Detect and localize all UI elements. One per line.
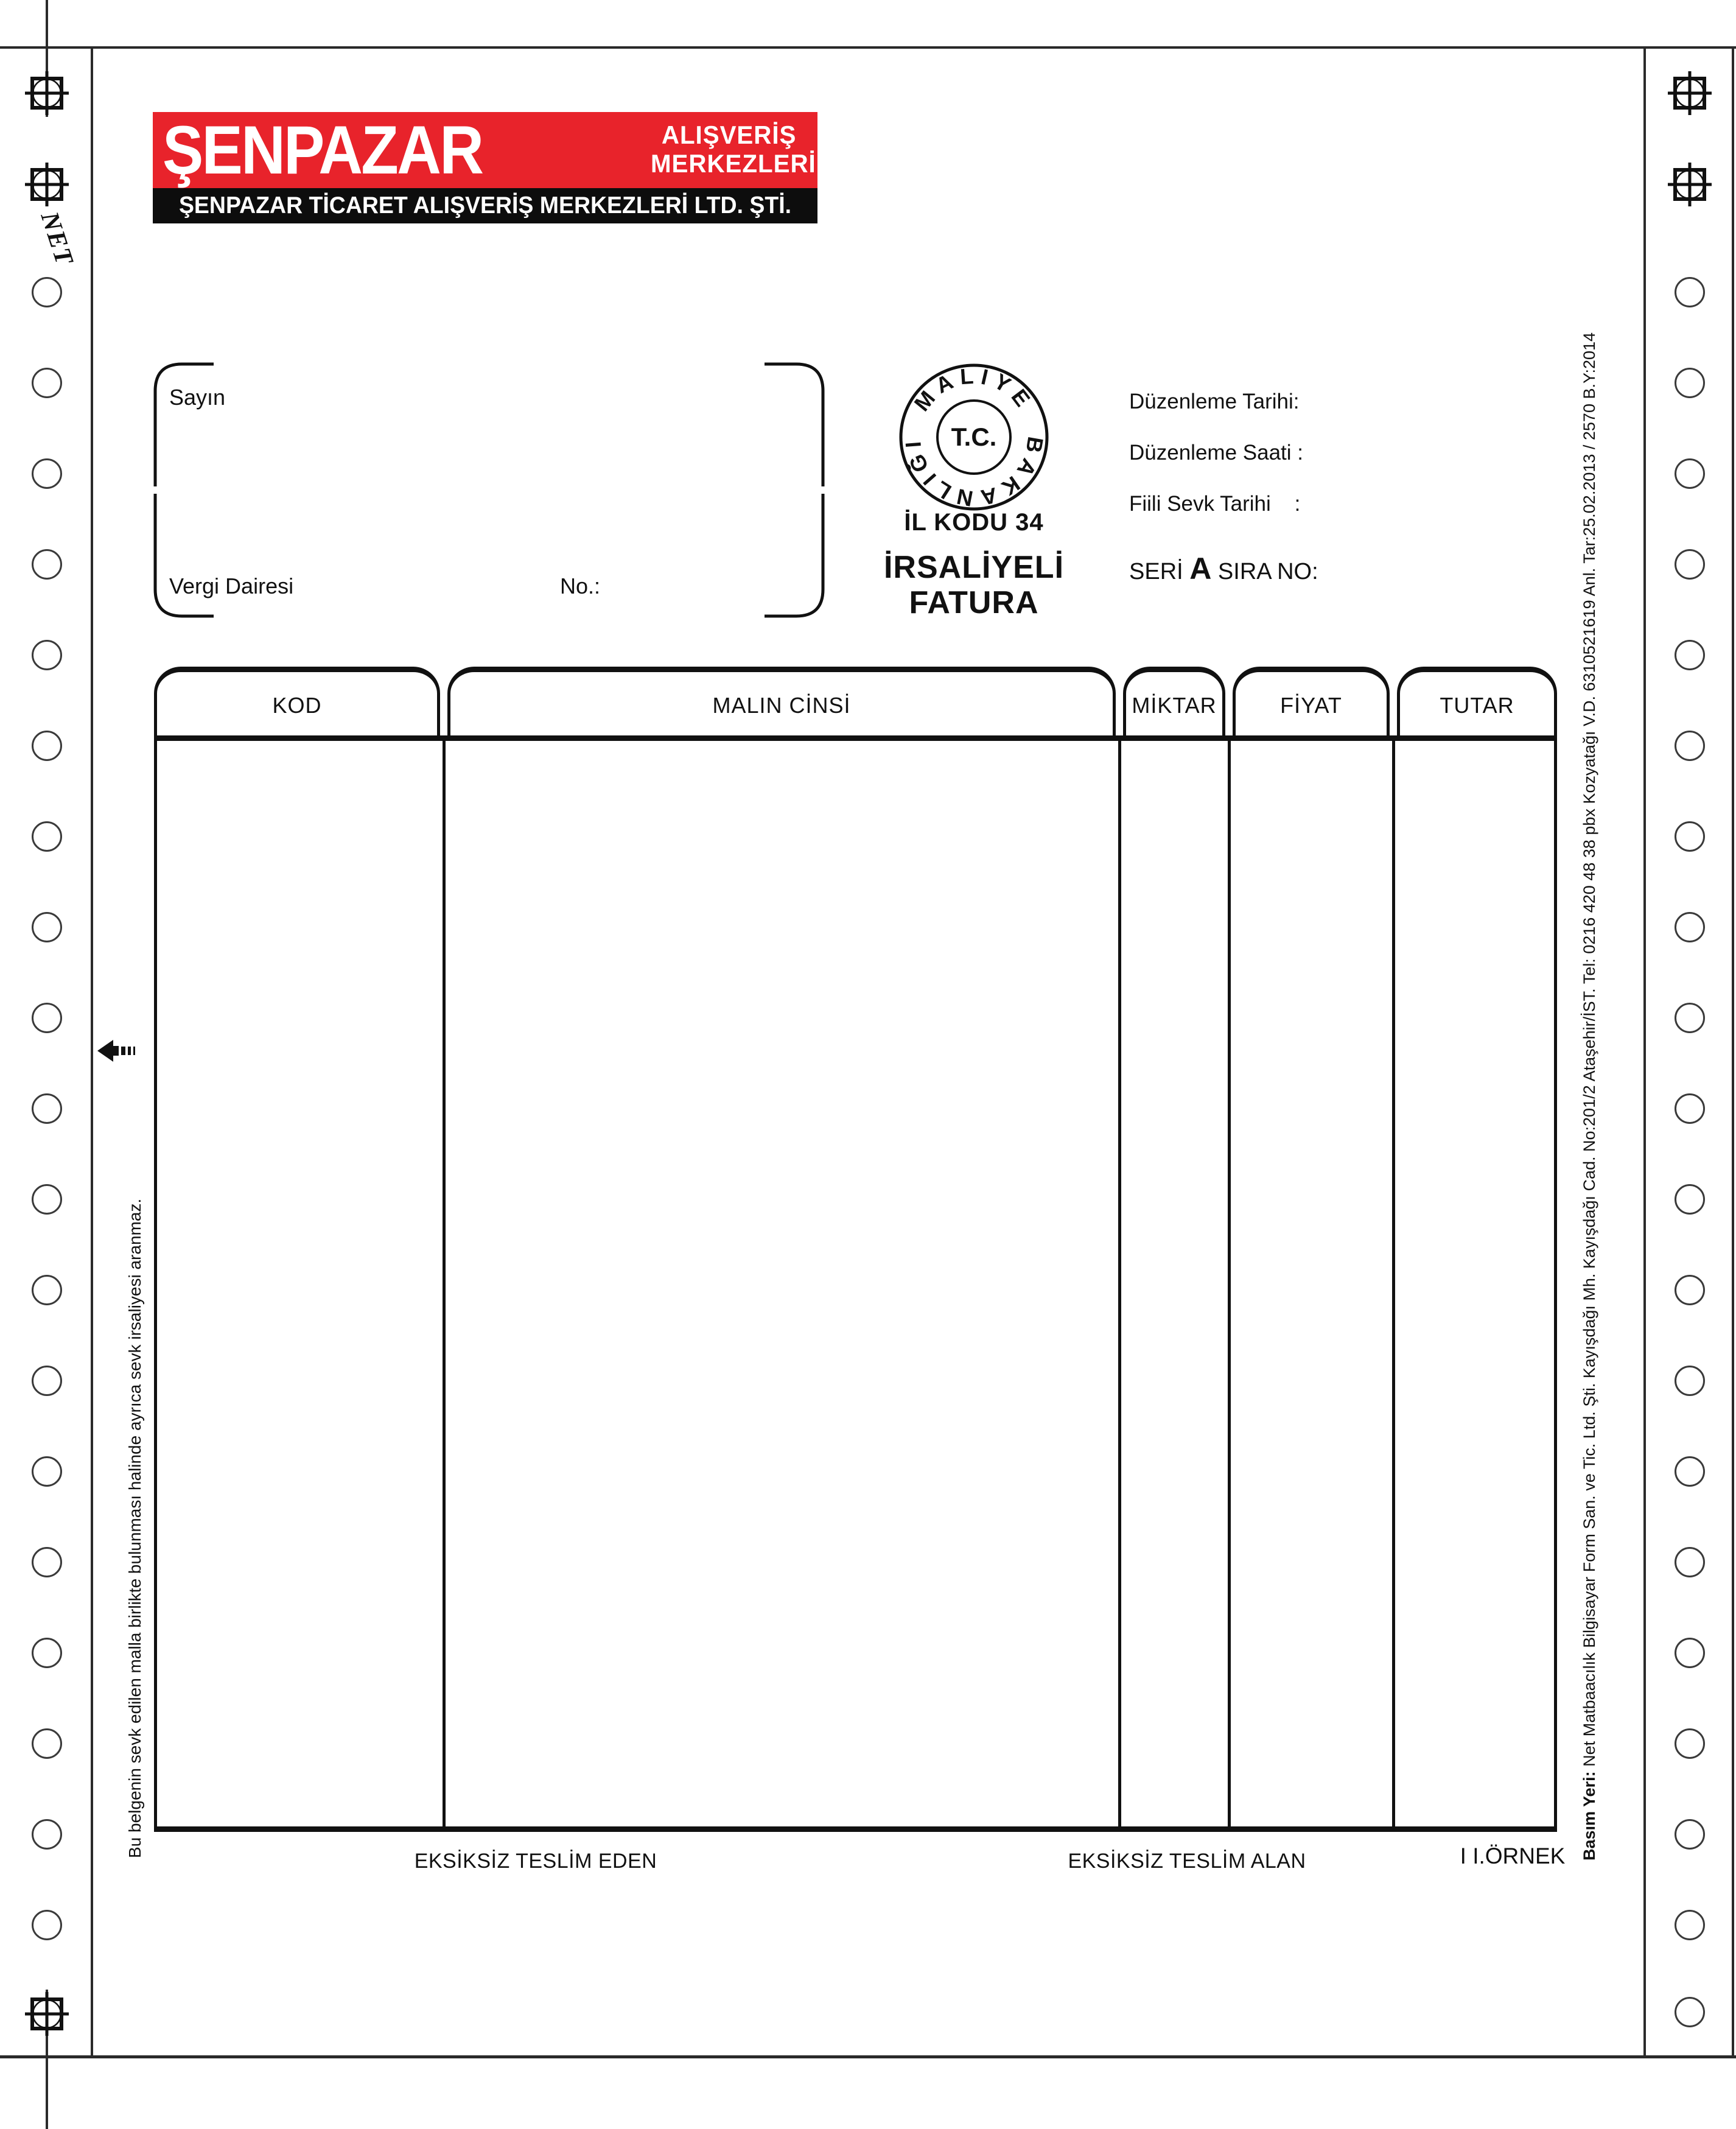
table-bottom-border [154,1826,1557,1832]
column-header-fiyat [1233,667,1390,738]
pin-hole [1675,731,1705,761]
pin-hole [1675,1547,1705,1577]
pin-hole [1675,912,1705,942]
seri-value: A [1189,552,1212,586]
pin-hole [32,1547,62,1577]
svg-text:MALİYE [909,363,1038,416]
logo-wordmark: ŞENPAZAR [163,112,483,188]
table-divider-fiyat [1392,741,1395,1831]
pin-hole [1675,1819,1705,1850]
pin-hole [1675,549,1705,580]
pin-hole [32,1910,62,1940]
company-name-bar [153,188,817,223]
pin-hole [1675,640,1705,670]
pin-hole [32,1275,62,1305]
column-header-miktar-label: MİKTAR [1132,692,1217,718]
pin-hole [32,549,62,580]
pin-hole [1675,1275,1705,1305]
company-name: ŞENPAZAR TİCARET ALIŞVERİŞ MERKEZLERİ LTD. ŞTİ. [178,192,792,219]
column-header-tutar [1397,667,1557,738]
duzenleme-saati-label: Düzenleme Saati : [1129,441,1303,465]
column-header-miktar [1123,667,1225,738]
pin-hole [32,1819,62,1850]
registration-mark [25,1992,69,2036]
printer-watermark: NET [35,208,79,270]
address-window-corner-top-left [153,362,220,489]
il-kodu-label: İL KODU 34 [904,509,1044,536]
address-window-corner-bottom-right [758,491,825,619]
fiili-sevk-tarihi-label: Fiili Sevk Tarihi : [1129,492,1301,516]
teslim-eden-label: EKSİKSİZ TESLİM EDEN [414,1850,657,1873]
stamp-arc-bottom-text: BAKANLIĞI [900,435,1049,512]
ornek-label: I I.ÖRNEK [1460,1843,1566,1868]
table-header-separator [154,735,1557,741]
vergi-dairesi-label: Vergi Dairesi [169,573,294,598]
column-header-kod-label: KOD [272,692,322,718]
pin-hole [1675,368,1705,398]
pin-hole [32,1728,62,1759]
stamp-center-text: T.C. [951,423,997,451]
pin-hole [1675,277,1705,307]
right-perforation-line [1643,46,1646,2058]
pin-hole [1675,458,1705,489]
bottom-edge-rule [0,2055,1736,2058]
pin-hole [32,731,62,761]
pin-hole [1675,1728,1705,1759]
column-header-kod [154,667,440,738]
pin-hole [32,277,62,307]
pin-hole [32,1638,62,1668]
address-window-corner-top-right [758,362,825,489]
registration-mark [1668,163,1712,206]
maliye-bakanligi-stamp [881,345,1066,530]
pin-hole [32,640,62,670]
left-perforation-line [91,46,93,2058]
column-header-tutar-label: TUTAR [1440,692,1514,718]
logo-banner [153,112,817,188]
logo-tagline-line1: ALIŞVERİŞ [661,121,797,149]
duzenleme-tarihi-label: Düzenleme Tarihi: [1129,390,1300,413]
pin-hole [32,1003,62,1033]
pin-hole [1675,1184,1705,1215]
pin-hole [32,1366,62,1396]
column-header-malin-cinsi [447,667,1116,738]
top-edge-rule [0,46,1736,49]
no-label: No.: [560,573,601,598]
pin-hole [32,1184,62,1215]
table-left-border [154,741,157,1831]
print-info-text: Net Matbaacılık Bilgisayar Form San. ve Tic. Ltd. Şti. Kayışdağı Mh. Kayışdağı Cad. No:201/2 Ataşehir/İST. Tel: 0216 420 48 38 pbx Kozyatağı V.D. 6310521619 Anl. Tar:25.02.2013 / 2570 B.Y:2014 [1580,332,1598,1772]
table-right-border [1554,741,1557,1831]
pin-hole [32,368,62,398]
table-divider-malin-cinsi [1118,741,1121,1831]
pin-hole [32,912,62,942]
registration-mark [25,163,69,206]
right-paper-edge-line [1732,46,1734,2058]
pin-hole [32,1093,62,1124]
pin-hole [1675,1997,1705,2027]
pin-hole [32,821,62,852]
pin-hole [1675,1003,1705,1033]
registration-mark [1668,71,1712,115]
seri-sira-no [1129,551,1318,586]
pin-hole [32,1456,62,1487]
pin-hole [1675,1093,1705,1124]
pin-hole [1675,1910,1705,1940]
print-info-note [1580,332,1599,1861]
print-info-prefix: Basım Yeri: [1580,1771,1598,1861]
table-divider-kod [443,741,446,1831]
pin-hole [1675,1638,1705,1668]
left-arrow-icon [97,1039,136,1063]
document-title-line1: İRSALİYELİ [883,550,1065,585]
pin-hole [32,458,62,489]
document-title-line2: FATURA [909,585,1039,620]
registration-mark [25,71,69,115]
sayin-label: Sayın [169,385,226,410]
logo-tagline-line2: MERKEZLERİ [651,149,816,178]
column-header-fiyat-label: FİYAT [1280,692,1342,718]
left-side-note: Bu belgenin sevk edilen malla birlikte bulunması halinde ayrıca sevk irsaliyesi aranmaz. [125,1198,144,1858]
column-header-malin-cinsi-label: MALIN CİNSİ [712,692,851,718]
table-divider-miktar [1228,741,1231,1831]
pin-hole [1675,821,1705,852]
seri-label: SERİ [1129,559,1190,584]
pin-hole [1675,1366,1705,1396]
logo-tagline [651,121,816,178]
address-window-corner-bottom-left [153,491,220,619]
document-title [840,550,1108,620]
stamp-arc-top-text: MALİYE [909,363,1039,416]
pin-hole [1675,1456,1705,1487]
sira-no-label: SIRA NO: [1211,559,1318,584]
teslim-alan-label: EKSİKSİZ TESLİM ALAN [1068,1850,1306,1873]
